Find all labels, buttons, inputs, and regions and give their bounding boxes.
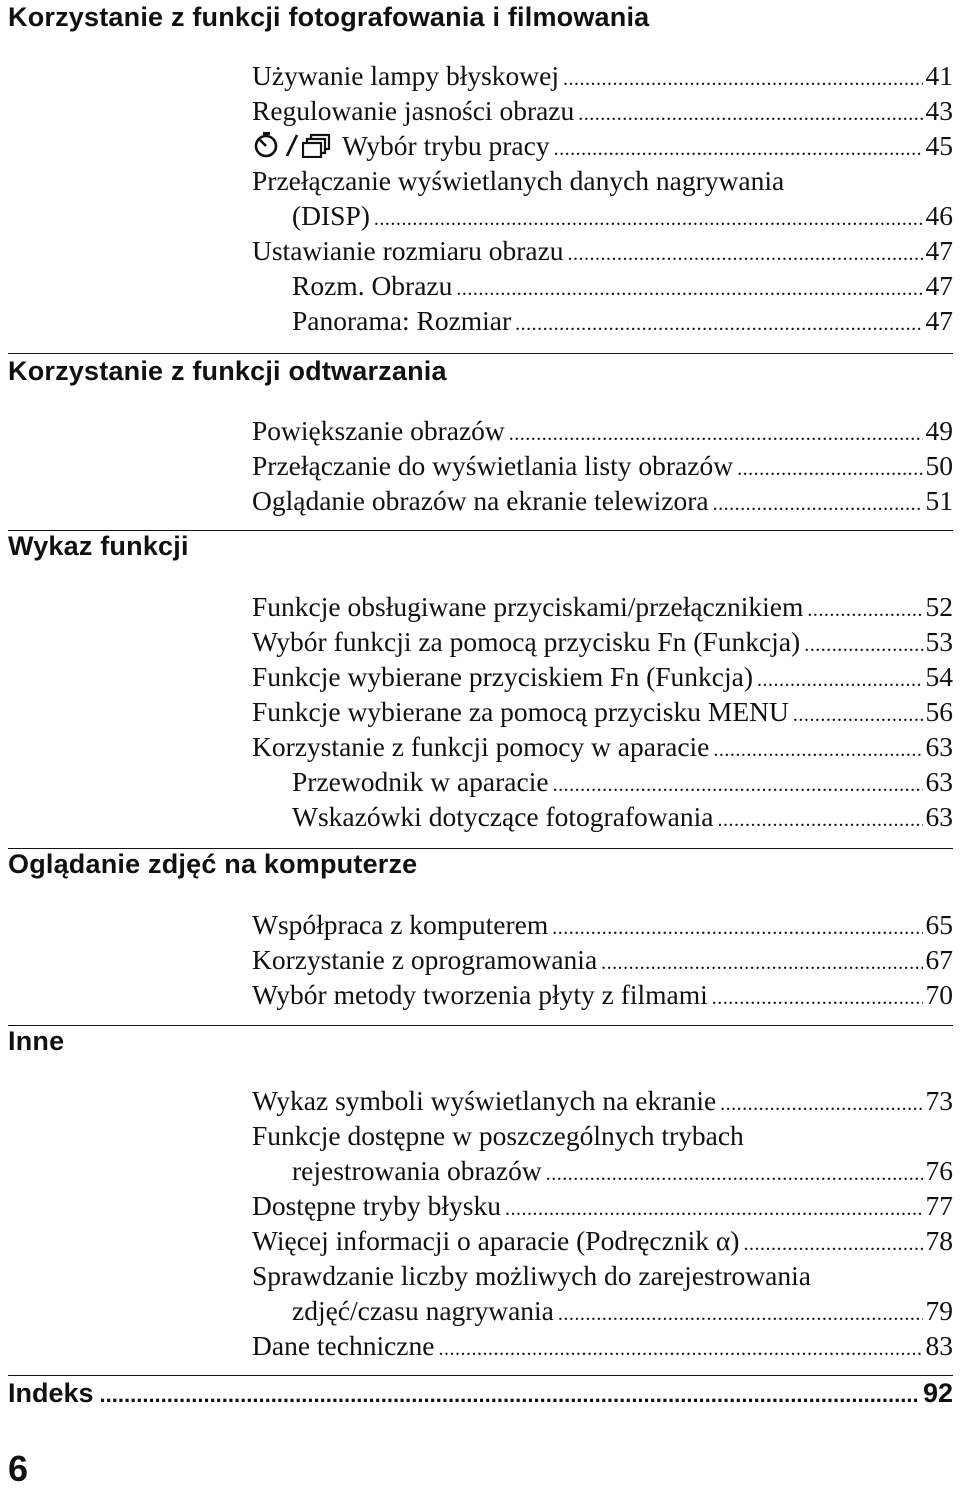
toc-entry-label: Funkcje wybierane za pomocą przycisku MENU — [252, 696, 789, 727]
toc-entry-label: Używanie lampy błyskowej — [252, 60, 560, 91]
leader-dots — [563, 62, 922, 97]
toc-entry[interactable] — [252, 413, 953, 448]
toc-entry-page: 77 — [925, 1190, 953, 1221]
index-page: 92 — [922, 1378, 953, 1408]
toc-entry[interactable] — [252, 233, 953, 268]
leader-dots — [804, 628, 922, 663]
section-title-playback: Korzystanie z funkcji odtwarzania — [8, 356, 447, 386]
toc-entry-label: Korzystanie z oprogramowania — [252, 944, 598, 975]
toc-entry-page: 67 — [925, 944, 953, 975]
toc-entry[interactable] — [252, 93, 953, 128]
toc-entry-page: 47 — [925, 235, 953, 266]
toc-entry-label: Więcej informacji o aparacie (Podręcznik α) — [252, 1225, 740, 1256]
leader-dots — [100, 1382, 917, 1408]
leader-dots — [438, 1332, 922, 1367]
toc-entry-label: Oglądanie obrazów na ekranie telewizora — [252, 485, 709, 516]
index-label: Indeks — [8, 1378, 94, 1408]
toc-entry[interactable] — [252, 1293, 953, 1328]
leader-dots — [807, 593, 922, 628]
entries-playback — [252, 413, 953, 518]
toc-entry-page: 53 — [925, 626, 953, 657]
section-title-other: Inne — [8, 1026, 65, 1056]
toc-entry-label: Wskazówki dotyczące fotografowania — [292, 801, 714, 832]
toc-entry[interactable] — [252, 1153, 953, 1188]
leader-dots — [505, 1192, 922, 1227]
leader-dots — [374, 202, 923, 237]
continuous-shooting-icon — [302, 132, 332, 158]
toc-entry[interactable] — [252, 907, 953, 942]
toc-entry-label: zdjęć/czasu nagrywania — [292, 1295, 554, 1326]
toc-entry[interactable] — [252, 977, 953, 1012]
toc-entry[interactable] — [252, 58, 953, 93]
toc-entry-label: Przełączanie do wyświetlania listy obrazów — [252, 450, 734, 481]
leader-dots — [737, 452, 922, 487]
toc-entry-label: Rozm. Obrazu — [292, 270, 453, 301]
toc-entry-label: rejestrowania obrazów — [292, 1155, 542, 1186]
toc-entry-label: Dostępne tryby błysku — [252, 1190, 502, 1221]
toc-entry[interactable] — [252, 448, 953, 483]
toc-entry-page: 54 — [925, 661, 953, 692]
toc-entry-label: Przewodnik w aparacie — [292, 766, 549, 797]
leader-dots — [515, 307, 922, 342]
self-timer-icon — [252, 132, 282, 158]
toc-entry-page: 63 — [925, 731, 953, 762]
leader-dots — [793, 698, 923, 733]
entries-shooting — [252, 58, 953, 338]
leader-dots — [713, 733, 922, 768]
section-divider — [8, 1375, 953, 1376]
toc-entry-page: 63 — [925, 766, 953, 797]
slash-icon — [284, 132, 300, 158]
toc-entry-label: Funkcje dostępne w poszczególnych trybach — [252, 1120, 744, 1151]
toc-entry-page: 73 — [925, 1085, 953, 1116]
toc-entry-page: 41 — [925, 60, 953, 91]
toc-entry[interactable] — [252, 303, 953, 338]
section-title-computer: Oglądanie zdjęć na komputerze — [8, 849, 418, 879]
leader-dots — [552, 911, 922, 946]
page-number: 6 — [8, 1448, 29, 1489]
entries-functions — [252, 589, 953, 834]
entries-computer — [252, 907, 953, 1012]
toc-entry-label: Funkcje wybierane przyciskiem Fn (Funkcja) — [252, 661, 753, 692]
toc-entry-label: Wybór trybu pracy — [342, 130, 550, 161]
toc-entry[interactable] — [252, 1083, 953, 1118]
toc-entry-page: 65 — [925, 909, 953, 940]
toc-entry[interactable] — [252, 1118, 953, 1153]
toc-entry-label: Współpraca z komputerem — [252, 909, 549, 940]
toc-entry-label: Powiększanie obrazów — [252, 415, 505, 446]
toc-entry[interactable] — [252, 624, 953, 659]
toc-entry-label: Dane techniczne — [252, 1330, 435, 1361]
toc-entry[interactable] — [252, 1258, 953, 1293]
toc-entry[interactable] — [252, 483, 953, 518]
toc-entry[interactable] — [252, 268, 953, 303]
section-divider — [8, 353, 953, 354]
leader-dots — [546, 1157, 923, 1192]
toc-entry-page: 47 — [925, 305, 953, 336]
toc-entry-page: 83 — [925, 1330, 953, 1361]
toc-entry[interactable] — [252, 942, 953, 977]
toc-entry[interactable] — [252, 799, 953, 834]
toc-entry[interactable] — [252, 1223, 953, 1258]
leader-dots — [713, 487, 923, 522]
toc-entry[interactable] — [252, 729, 953, 764]
toc-entry-page: 52 — [925, 591, 953, 622]
toc-entry[interactable] — [252, 1188, 953, 1223]
leader-dots — [601, 946, 922, 981]
leader-dots — [717, 803, 922, 838]
toc-entry-label: Sprawdzanie liczby możliwych do zarejestrowania — [252, 1260, 811, 1291]
toc-entry[interactable] — [252, 589, 953, 624]
entries-other — [252, 1083, 953, 1363]
toc-entry-label: (DISP) — [292, 200, 370, 231]
leader-dots — [554, 132, 923, 167]
leader-dots — [578, 97, 922, 132]
toc-entry-page: 43 — [925, 95, 953, 126]
leader-dots — [456, 272, 922, 307]
toc-entry-page: 56 — [925, 696, 953, 727]
drive-mode-icons — [252, 132, 332, 158]
leader-dots — [757, 663, 923, 698]
toc-entry[interactable] — [252, 659, 953, 694]
leader-dots — [509, 417, 923, 452]
leader-dots — [568, 237, 923, 272]
toc-entry-label: Ustawianie rozmiaru obrazu — [252, 235, 564, 266]
toc-entry-label: Wybór funkcji za pomocą przycisku Fn (Funkcja) — [252, 626, 801, 657]
leader-dots — [553, 768, 923, 803]
leader-dots — [712, 981, 923, 1016]
toc-entry[interactable] — [252, 694, 953, 729]
toc-entry-label: Korzystanie z funkcji pomocy w aparacie — [252, 731, 710, 762]
toc-entry[interactable] — [252, 198, 953, 233]
index-entry[interactable] — [8, 1378, 953, 1409]
section-title-functions: Wykaz funkcji — [8, 531, 189, 561]
toc-entry-label: Wybór metody tworzenia płyty z filmami — [252, 979, 708, 1010]
toc-entry-page: 51 — [925, 485, 953, 516]
toc-entry-label: Funkcje obsługiwane przyciskami/przełącznikiem — [252, 591, 804, 622]
toc-entry-page: 63 — [925, 801, 953, 832]
toc-entry-page: 78 — [925, 1225, 953, 1256]
section-title-shooting: Korzystanie z funkcji fotografowania i filmowania — [8, 2, 650, 32]
toc-entry[interactable] — [252, 764, 953, 799]
toc-entry-label: Regulowanie jasności obrazu — [252, 95, 575, 126]
leader-dots — [743, 1227, 922, 1262]
leader-dots — [720, 1087, 922, 1122]
toc-entry-page: 47 — [925, 270, 953, 301]
toc-entry-page: 70 — [925, 979, 953, 1010]
toc-entry-page: 79 — [925, 1295, 953, 1326]
toc-entry-label: Przełączanie wyświetlanych danych nagrywania — [252, 165, 785, 196]
toc-entry[interactable] — [252, 1328, 953, 1363]
toc-entry-page: 49 — [925, 415, 953, 446]
toc-entry-page: 45 — [925, 130, 953, 161]
toc-entry[interactable] — [252, 163, 953, 198]
toc-entry-page: 76 — [925, 1155, 953, 1186]
section-divider — [8, 1025, 953, 1026]
toc-entry-page: 46 — [925, 200, 953, 231]
toc-entry-label: Panorama: Rozmiar — [292, 305, 512, 336]
leader-dots — [558, 1297, 923, 1332]
toc-entry-label: Wykaz symboli wyświetlanych na ekranie — [252, 1085, 717, 1116]
toc-entry-page: 50 — [925, 450, 953, 481]
toc-entry[interactable] — [252, 128, 953, 163]
